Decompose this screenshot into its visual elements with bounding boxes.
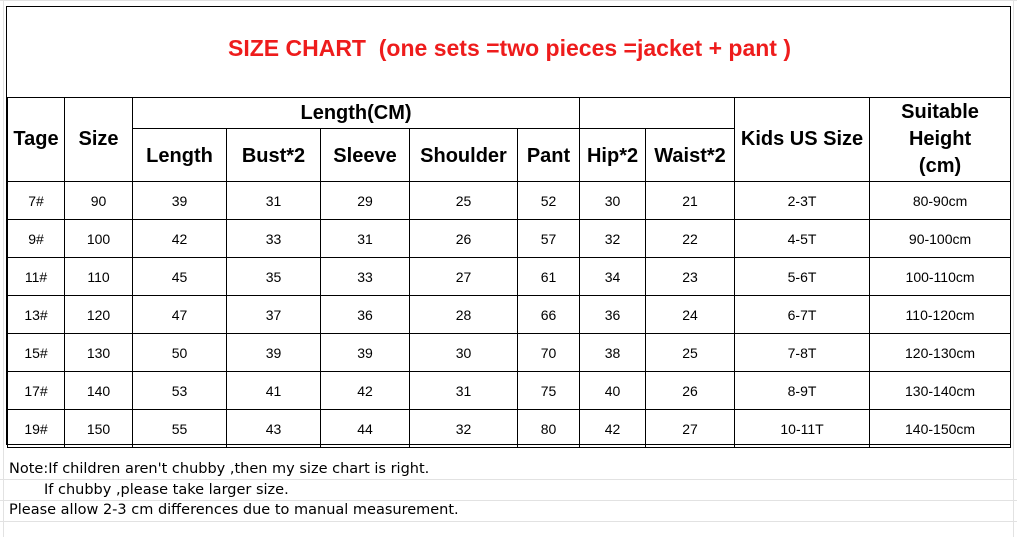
table-cell: 31 (321, 220, 410, 258)
table-row (8, 258, 1011, 296)
table-cell: 90-100cm (870, 220, 1011, 258)
header-bust: Bust*2 (227, 129, 321, 182)
note-line-2: If chubby ,please take larger size. (44, 481, 289, 498)
table-cell: 61 (518, 258, 580, 296)
table-row (8, 182, 1011, 220)
note-line-3: Please allow 2-3 cm differences due to manual measurement. (9, 502, 459, 518)
table-cell: 35 (227, 258, 321, 296)
table-cell: 27 (410, 258, 518, 296)
table-cell: 31 (410, 372, 518, 410)
table-cell: 150 (65, 410, 133, 448)
table-cell: 8-9T (735, 372, 870, 410)
table-cell: 26 (410, 220, 518, 258)
table-cell: 22 (646, 220, 735, 258)
table-cell: 120-130cm (870, 334, 1011, 372)
table-cell: 80-90cm (870, 182, 1011, 220)
table-cell: 33 (227, 220, 321, 258)
table-cell: 42 (580, 410, 646, 448)
table-cell: 100-110cm (870, 258, 1011, 296)
table-cell: 53 (133, 372, 227, 410)
header-size: Size (65, 98, 133, 182)
header-suitable-height: Suitable Height (cm) (870, 98, 1011, 182)
table-row (8, 220, 1011, 258)
header-hip: Hip*2 (580, 129, 646, 182)
table-cell: 25 (410, 182, 518, 220)
size-table (7, 97, 1011, 448)
table-cell: 130 (65, 334, 133, 372)
header-shoulder: Shoulder (410, 129, 518, 182)
table-cell: 52 (518, 182, 580, 220)
header-tage: Tage (8, 98, 65, 182)
table-cell: 130-140cm (870, 372, 1011, 410)
header-row (8, 98, 1011, 129)
table-cell: 15# (8, 334, 65, 372)
table-cell: 24 (646, 296, 735, 334)
table-cell: 120 (65, 296, 133, 334)
table-cell: 17# (8, 372, 65, 410)
table-row (8, 410, 1011, 448)
grid-line (0, 521, 1017, 522)
table-row (8, 372, 1011, 410)
table-cell: 100 (65, 220, 133, 258)
table-cell: 42 (133, 220, 227, 258)
table-cell: 6-7T (735, 296, 870, 334)
note-line-1: Note:If children aren't chubby ,then my size chart is right. (9, 461, 430, 477)
table-cell: 32 (410, 410, 518, 448)
header-pant: Pant (518, 129, 580, 182)
table-cell: 19# (8, 410, 65, 448)
table-cell: 90 (65, 182, 133, 220)
size-chart-frame (6, 6, 1011, 445)
table-cell: 27 (646, 410, 735, 448)
table-cell: 4-5T (735, 220, 870, 258)
table-cell: 50 (133, 334, 227, 372)
table-cell: 5-6T (735, 258, 870, 296)
table-cell: 26 (646, 372, 735, 410)
notes (9, 459, 459, 521)
table-cell: 80 (518, 410, 580, 448)
table-cell: 42 (321, 372, 410, 410)
table-cell: 7-8T (735, 334, 870, 372)
header-sleeve: Sleeve (321, 129, 410, 182)
table-cell: 110-120cm (870, 296, 1011, 334)
chart-title: SIZE CHART (one sets =two pieces =jacket + pant ) (227, 35, 792, 61)
table-cell: 40 (580, 372, 646, 410)
grid-line (0, 0, 1017, 1)
table-cell: 32 (580, 220, 646, 258)
table-cell: 11# (8, 258, 65, 296)
table-cell: 30 (410, 334, 518, 372)
table-cell: 36 (321, 296, 410, 334)
table-cell: 30 (580, 182, 646, 220)
table-cell: 43 (227, 410, 321, 448)
header-waist: Waist*2 (646, 129, 735, 182)
header-length: Length (133, 129, 227, 182)
table-cell: 29 (321, 182, 410, 220)
table-cell: 110 (65, 258, 133, 296)
table-cell: 21 (646, 182, 735, 220)
table-cell: 140-150cm (870, 410, 1011, 448)
table-cell: 47 (133, 296, 227, 334)
table-cell: 36 (580, 296, 646, 334)
table-row (8, 296, 1011, 334)
header-blank (580, 98, 735, 129)
table-cell: 57 (518, 220, 580, 258)
table-cell: 41 (227, 372, 321, 410)
grid-line (1013, 0, 1014, 537)
table-cell: 25 (646, 334, 735, 372)
table-cell: 33 (321, 258, 410, 296)
table-cell: 38 (580, 334, 646, 372)
header-length-group: Length(CM) (133, 98, 580, 129)
table-cell: 140 (65, 372, 133, 410)
table-cell: 70 (518, 334, 580, 372)
table-cell: 9# (8, 220, 65, 258)
table-cell: 39 (133, 182, 227, 220)
table-cell: 10-11T (735, 410, 870, 448)
table-row (8, 334, 1011, 372)
table-cell: 39 (227, 334, 321, 372)
table-cell: 66 (518, 296, 580, 334)
header-kids-us-size: Kids US Size (735, 98, 870, 182)
table-cell: 28 (410, 296, 518, 334)
table-cell: 39 (321, 334, 410, 372)
table-cell: 23 (646, 258, 735, 296)
table-cell: 34 (580, 258, 646, 296)
table-cell: 31 (227, 182, 321, 220)
grid-line (3, 0, 4, 537)
table-cell: 55 (133, 410, 227, 448)
table-cell: 7# (8, 182, 65, 220)
table-cell: 45 (133, 258, 227, 296)
table-cell: 44 (321, 410, 410, 448)
table-cell: 37 (227, 296, 321, 334)
table-cell: 75 (518, 372, 580, 410)
table-cell: 2-3T (735, 182, 870, 220)
table-cell: 13# (8, 296, 65, 334)
